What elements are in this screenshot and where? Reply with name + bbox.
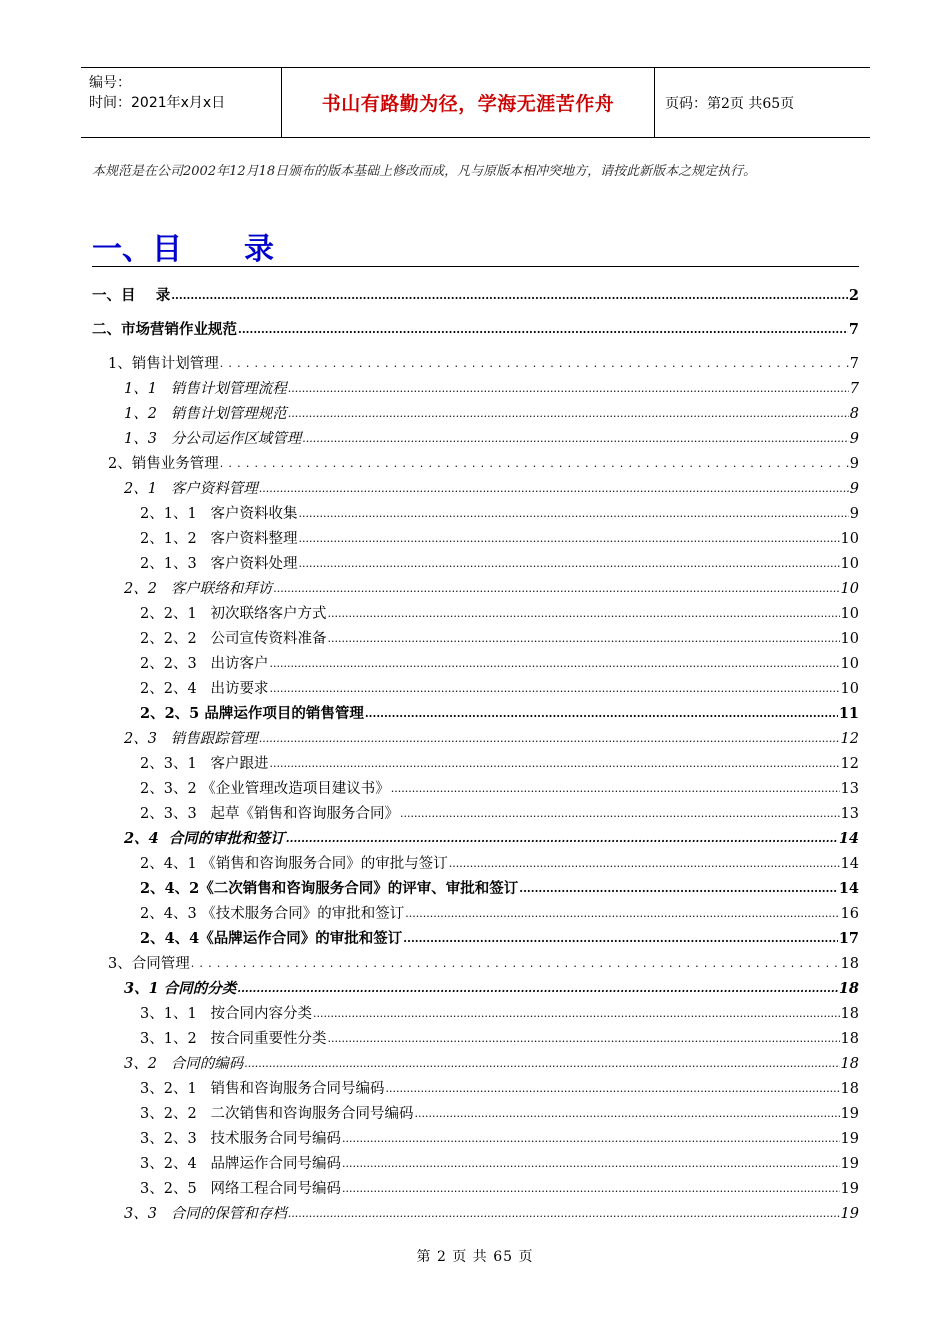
toc-entry-page: 7 [849, 381, 859, 397]
toc-entry-title: 2、2、1 初次联络客户方式 [140, 606, 327, 622]
toc-entry-page: 14 [838, 830, 859, 847]
toc-entry-title: 2、1、1 客户资料收集 [140, 506, 298, 522]
toc-entry[interactable] [140, 751, 859, 773]
toc-leader-dots [270, 657, 840, 673]
toc-entry-page: 13 [840, 806, 859, 822]
toc-entry[interactable] [108, 351, 859, 373]
toc-entry[interactable] [140, 1126, 859, 1148]
toc-leader-dots [313, 1007, 840, 1023]
date-label: 时间：2021年x月x日 [89, 95, 226, 111]
toc-entry-page: 10 [840, 556, 859, 572]
header-meta-cell [81, 68, 282, 137]
revision-note: 本规范是在公司2002年12月18日颁布的版本基础上修改而成，凡与原版本相冲突地方，请按此新版本之规定执行。 [92, 164, 757, 179]
toc-entry-title: 2、4、3 《技术服务合同》的审批和签订 [140, 906, 405, 922]
toc-entry[interactable] [140, 801, 859, 823]
toc-leader-dots [519, 882, 838, 898]
toc-entry[interactable] [124, 401, 859, 423]
header-table [81, 67, 870, 138]
toc-entry[interactable] [124, 426, 859, 448]
toc-entry-page: 12 [840, 731, 859, 747]
toc-entry-page: 10 [840, 581, 859, 597]
toc-leader-dots [328, 632, 840, 648]
toc-entry[interactable] [108, 951, 859, 973]
toc-entry[interactable] [140, 526, 859, 548]
toc-leader-dots [302, 432, 848, 448]
toc-entry-page: 9 [849, 506, 859, 522]
toc-entry[interactable] [124, 376, 859, 398]
toc-leader-dots [273, 582, 839, 598]
toc-entry-page: 7 [848, 321, 859, 338]
toc-title [92, 224, 274, 268]
number-label: 编号： [89, 75, 131, 91]
toc-leader-dots [449, 857, 840, 873]
toc-title-part1: 一、目 [92, 232, 182, 267]
toc-entry-page: 14 [838, 880, 859, 897]
toc-entry-page: 7 [849, 356, 859, 372]
toc-leader-dots [270, 757, 840, 773]
toc-entry-title: 3、1、2 按合同重要性分类 [140, 1031, 327, 1047]
toc-entry[interactable] [124, 726, 859, 748]
toc-entry[interactable] [124, 1201, 859, 1223]
toc-entry-title: 一、目 录 [92, 287, 171, 304]
toc-entry[interactable] [140, 701, 859, 723]
toc-entry-title: 3、2、5 网络工程合同号编码 [140, 1181, 342, 1197]
toc-entry-page: 10 [840, 631, 859, 647]
toc-entry-title: 2、2、5 品牌运作项目的销售管理 [140, 705, 364, 722]
toc-entry-title: 1、销售计划管理 [108, 356, 219, 372]
toc-entry-page: 19 [840, 1206, 859, 1222]
toc-entry-title: 2、3、1 客户跟进 [140, 756, 269, 772]
toc-entry[interactable] [124, 476, 859, 498]
toc-entry[interactable] [140, 901, 859, 923]
toc-entry-title: 3、2、3 技术服务合同号编码 [140, 1131, 342, 1147]
toc-leader-dots [342, 1182, 840, 1198]
toc-entry-title: 3、合同管理 [108, 956, 190, 972]
toc-entry[interactable] [140, 1026, 859, 1048]
toc-leader-dots [288, 1207, 840, 1223]
toc-leader-dots [191, 957, 840, 973]
toc-entry-title: 二、市场营销作业规范 [92, 321, 237, 338]
toc-entry-page: 18 [840, 1006, 859, 1022]
toc-leader-dots [386, 1082, 840, 1098]
toc-entry[interactable] [92, 317, 859, 339]
toc-entry[interactable] [124, 976, 859, 998]
toc-entry-page: 11 [838, 705, 859, 722]
toc-entry-page: 9 [849, 456, 859, 472]
toc-entry-title: 2、1、3 客户资料处理 [140, 556, 298, 572]
toc-entry-page: 8 [849, 406, 859, 422]
toc-entry-page: 19 [840, 1106, 859, 1122]
toc-entry-title: 2、1 客户资料管理 [124, 481, 258, 497]
toc-entry-title: 2、2、4 出访要求 [140, 681, 269, 697]
toc-entry-page: 18 [838, 980, 859, 997]
toc-entry-title: 3、3 合同的保管和存档 [124, 1206, 287, 1222]
toc-entry-title: 3、1、1 按合同内容分类 [140, 1006, 313, 1022]
toc-entry[interactable] [140, 626, 859, 648]
toc-leader-dots [237, 982, 838, 998]
toc-entry[interactable] [124, 1051, 859, 1073]
toc-entry[interactable] [140, 1001, 859, 1023]
toc-leader-dots [288, 407, 849, 423]
toc-entry[interactable] [140, 926, 859, 948]
toc-leader-dots [415, 1107, 840, 1123]
toc-entry[interactable] [140, 776, 859, 798]
toc-entry-title: 3、2、1 销售和咨询服务合同号编码 [140, 1081, 385, 1097]
toc-entry-title: 2、3、2 《企业管理改造项目建议书》 [140, 781, 390, 797]
toc-leader-dots [299, 557, 840, 573]
toc-entry-title: 2、4、4《品牌运作合同》的审批和签订 [140, 930, 403, 947]
toc-entry-title: 3、2、2 二次销售和咨询服务合同号编码 [140, 1106, 414, 1122]
toc-entry-title: 3、2 合同的编码 [124, 1056, 244, 1072]
toc-entry[interactable] [140, 651, 859, 673]
toc-entry[interactable] [140, 1101, 859, 1123]
toc-entry-page: 9 [849, 431, 859, 447]
toc-leader-dots [259, 482, 849, 498]
toc-entry[interactable] [92, 283, 859, 305]
toc-entry-title: 1、2 销售计划管理规范 [124, 406, 287, 422]
toc-entry-page: 2 [848, 287, 859, 304]
toc-entry-title: 2、4、1 《销售和咨询服务合同》的审批与签订 [140, 856, 448, 872]
toc-entry-title: 2、2、3 出访客户 [140, 656, 269, 672]
toc-leader-dots [220, 457, 849, 473]
toc-entry-title: 3、1 合同的分类 [124, 980, 237, 997]
toc-entry-page: 9 [849, 481, 859, 497]
toc-leader-dots [288, 382, 849, 398]
toc-entry-page: 12 [840, 756, 859, 772]
toc-entry[interactable] [140, 601, 859, 623]
toc-entry[interactable] [140, 551, 859, 573]
toc-leader-dots [299, 507, 849, 523]
toc-entry-title: 2、3 销售跟踪管理 [124, 731, 258, 747]
toc-leader-dots [405, 907, 839, 923]
toc-entry[interactable] [140, 851, 859, 873]
toc-leader-dots [238, 323, 848, 339]
toc-title-part2: 录 [244, 232, 274, 267]
toc-leader-dots [391, 782, 840, 798]
toc-entry-title: 2、2、2 公司宣传资料准备 [140, 631, 327, 647]
toc-entry-page: 18 [840, 1031, 859, 1047]
toc-leader-dots [403, 932, 838, 948]
title-rule [92, 266, 859, 267]
toc-leader-dots [328, 607, 840, 623]
toc-leader-dots [342, 1157, 840, 1173]
toc-entry-title: 3、2、4 品牌运作合同号编码 [140, 1156, 342, 1172]
page-info: 页码：第2页 共65页 [665, 95, 795, 112]
toc-entry[interactable] [124, 826, 859, 848]
toc-leader-dots [244, 1057, 839, 1073]
motto: 书山有路勤为径，学海无涯苦作舟 [282, 68, 655, 137]
toc-entry-page: 10 [840, 681, 859, 697]
toc-leader-dots [342, 1132, 840, 1148]
toc-entry-page: 10 [840, 656, 859, 672]
toc-entry-title: 2、3、3 起草《销售和咨询服务合同》 [140, 806, 400, 822]
toc-entry-page: 17 [838, 930, 859, 947]
toc-entry[interactable] [140, 1076, 859, 1098]
toc-entry[interactable] [140, 876, 859, 898]
toc-leader-dots [328, 1032, 840, 1048]
toc-leader-dots [259, 732, 840, 748]
toc-entry-title: 1、3 分公司运作区域管理 [124, 431, 302, 447]
toc-leader-dots [270, 682, 840, 698]
toc-entry-page: 14 [840, 856, 859, 872]
toc-entry-page: 19 [840, 1131, 859, 1147]
toc-entry-page: 10 [840, 606, 859, 622]
toc-leader-dots [171, 289, 848, 305]
page-footer: 第 2 页 共 65 页 [416, 1249, 534, 1265]
toc-entry[interactable] [140, 501, 859, 523]
toc-entry-page: 13 [840, 781, 859, 797]
toc-entry-title: 2、销售业务管理 [108, 456, 219, 472]
toc-entry-title: 2、4、2《二次销售和咨询服务合同》的评审、审批和签订 [140, 880, 519, 897]
toc-entry[interactable] [124, 576, 859, 598]
toc-entry-title: 2、1、2 客户资料整理 [140, 531, 298, 547]
toc-entry[interactable] [140, 1151, 859, 1173]
toc-entry-page: 19 [840, 1156, 859, 1172]
toc-entry[interactable] [108, 451, 859, 473]
toc-leader-dots [299, 532, 840, 548]
toc-leader-dots [220, 357, 849, 373]
toc-entry-page: 19 [840, 1181, 859, 1197]
toc-entry-page: 10 [840, 531, 859, 547]
toc-entry-page: 18 [840, 1081, 859, 1097]
toc-leader-dots [400, 807, 840, 823]
toc-entry-page: 18 [840, 956, 859, 972]
toc-entry-title: 1、1 销售计划管理流程 [124, 381, 287, 397]
toc-leader-dots [286, 832, 838, 848]
toc-entry-page: 18 [840, 1056, 859, 1072]
toc-leader-dots [365, 707, 838, 723]
toc-entry[interactable] [140, 676, 859, 698]
toc-entry-title: 2、4 合同的审批和签订 [124, 830, 285, 847]
toc-entry-page: 16 [840, 906, 859, 922]
toc-entry-title: 2、2 客户联络和拜访 [124, 581, 273, 597]
toc-entry[interactable] [140, 1176, 859, 1198]
